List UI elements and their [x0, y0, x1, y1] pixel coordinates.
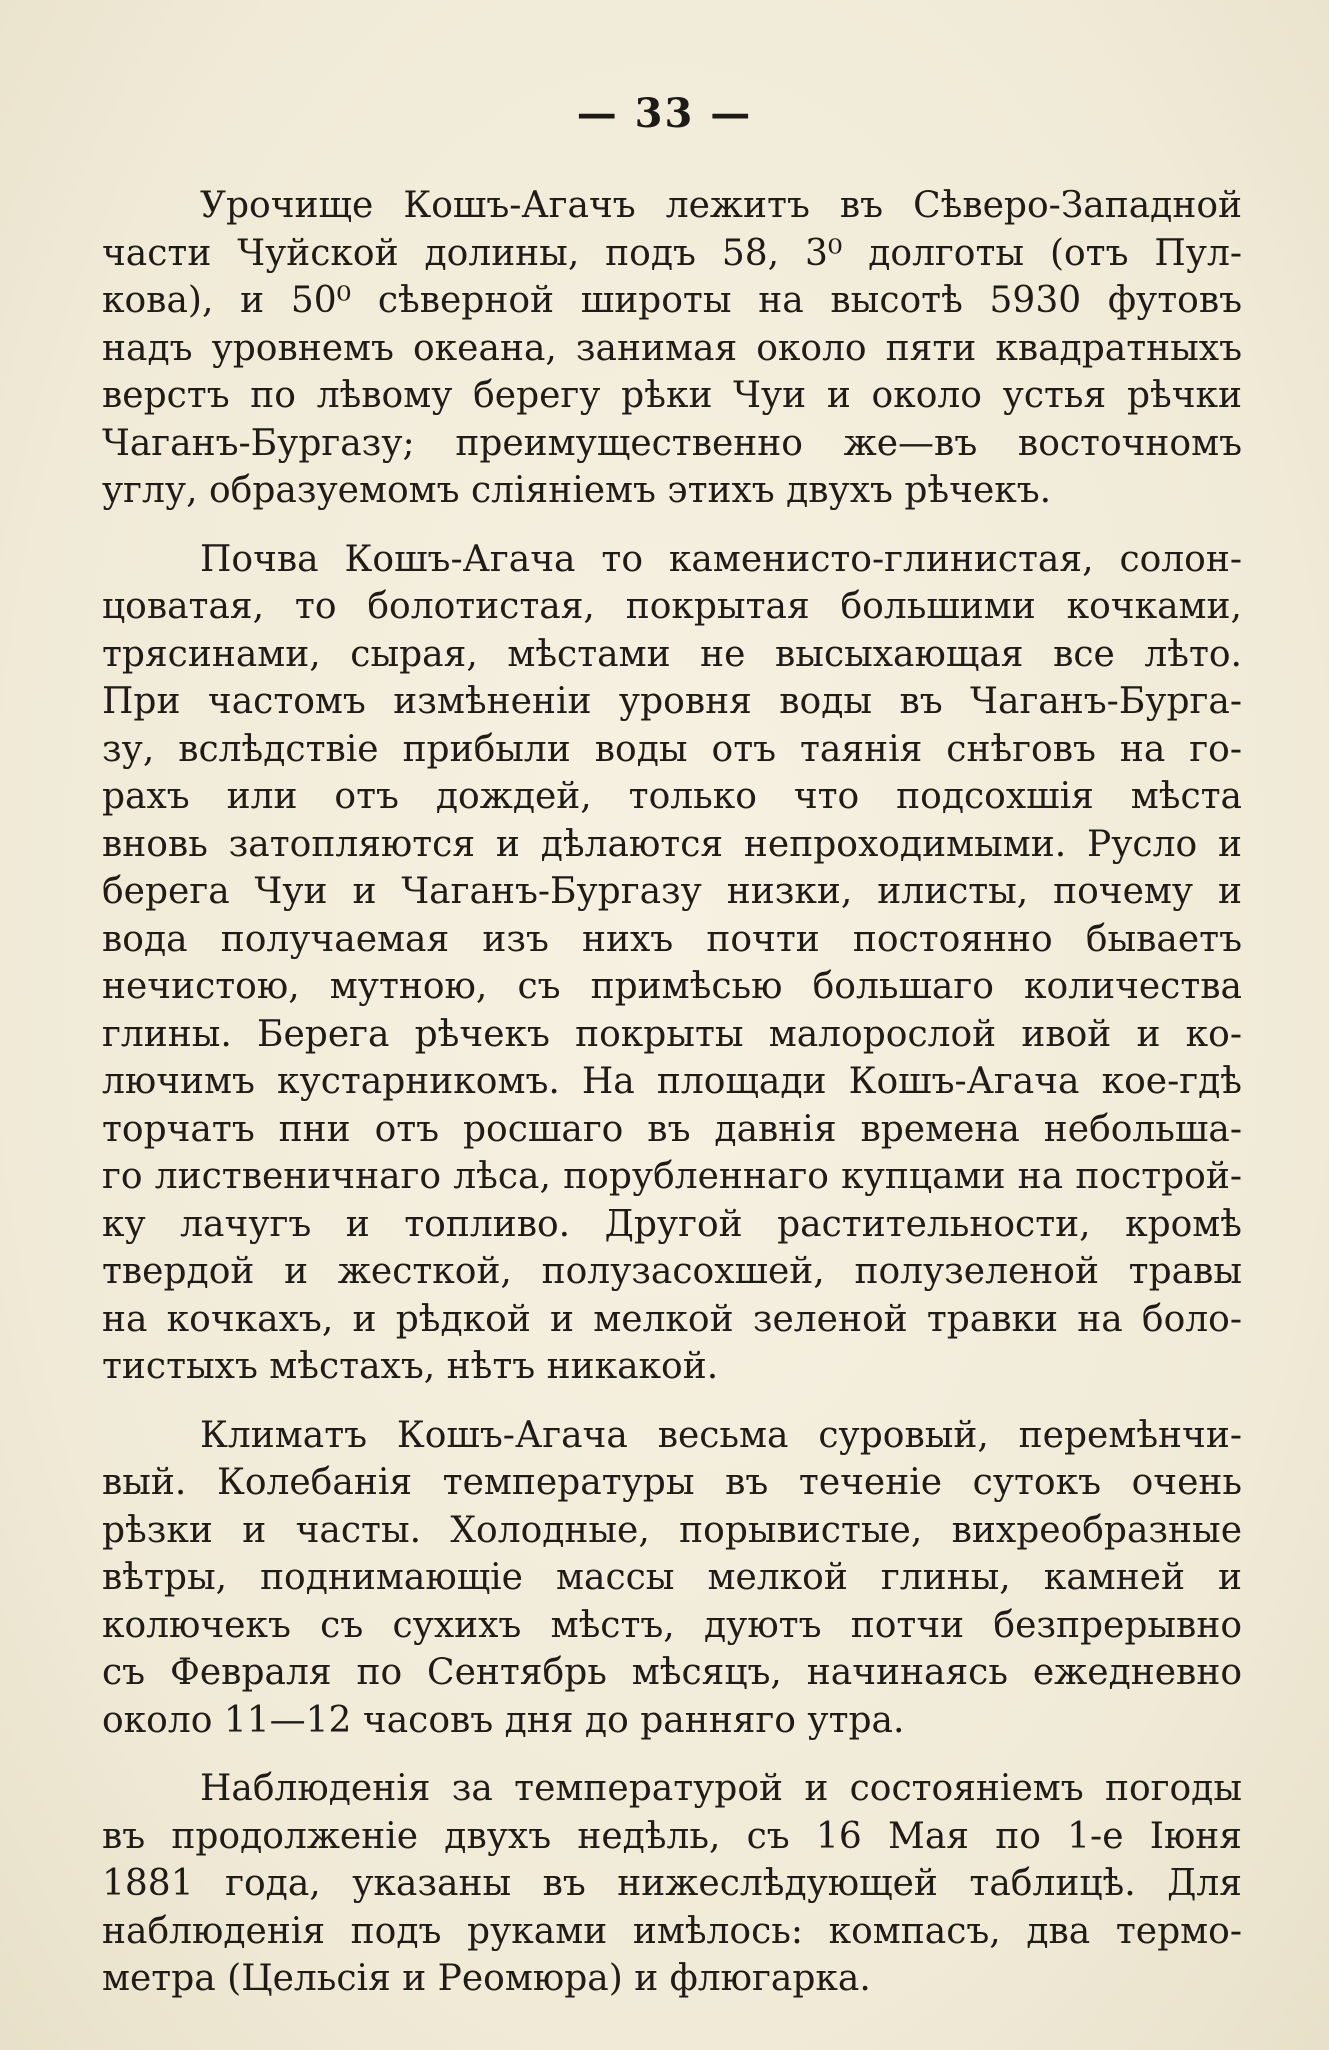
text-line: вода получаемая изъ нихъ почти постоянно бываетъ	[102, 918, 1242, 960]
text-line: твердой и жесткой, полузасохшей, полузеленой травы	[102, 1251, 1242, 1292]
text-line: нечистою, мутною, съ примѣсью большаго количества	[102, 966, 1242, 1007]
text-line: берега Чуи и Чаганъ-Бургазу низки, илисты, почему и	[102, 871, 1242, 912]
text-line: Чаганъ-Бургазу; преимущественно же—въ восточномъ	[102, 422, 1242, 464]
text-line: вновь затопляются и дѣлаются непроходимыми. Русло и	[102, 823, 1242, 865]
text-line: вый. Колебанія температуры въ теченіе сутокъ очень	[102, 1462, 1242, 1503]
text-line: глины. Берега рѣчекъ покрыты малорослой ивой и ко-	[102, 1013, 1242, 1055]
text-line: надъ уровнемъ океана, занимая около пяти квадратныхъ	[102, 327, 1242, 369]
paragraph-soil	[102, 536, 1242, 1391]
text-line: углу, образуемомъ сліяніемъ этихъ двухъ рѣчекъ.	[102, 470, 1052, 511]
page-number: — 33 —	[576, 90, 753, 137]
text-line: наблюденія подъ руками имѣлось: компасъ, два термо-	[102, 1910, 1242, 1952]
text-line: Климатъ Кошъ-Агача весьма суровый, перемѣнчи-	[200, 1414, 1242, 1456]
text-line: рахъ или отъ дождей, только что подсохшія мѣста	[102, 776, 1242, 817]
text-line: въ продолженіе двухъ недѣль, съ 16 Мая по 1-е Іюня	[102, 1815, 1242, 1857]
text-line: вѣтры, поднимающіе массы мелкой глины, камней и	[102, 1557, 1242, 1598]
text-line: метра (Цельсія и Реомюра) и флюгарка.	[102, 1958, 871, 1999]
text-line: съ Февраля по Сентябрь мѣсяцъ, начинаясь ежедневно	[102, 1652, 1242, 1693]
text-line: кова), и 50⁰ сѣверной широты на высотѣ 5930 футовъ	[102, 280, 1242, 321]
text-line: цоватая, то болотистая, покрытая большими кочками,	[102, 586, 1242, 627]
text-line: 1881 года, указаны въ нижеслѣдующей таблицѣ. Для	[102, 1863, 1242, 1904]
text-line: зу, вслѣдствіе прибыли воды отъ таянія снѣговъ на го-	[102, 728, 1242, 770]
text-line: го лиственичнаго лѣса, порубленнаго купцами на построй-	[102, 1156, 1242, 1197]
text-line: ку лачугъ и топливо. Другой растительности, кромѣ	[102, 1203, 1242, 1245]
text-line: лючимъ кустарникомъ. На площади Кошъ-Агача кое-гдѣ	[102, 1061, 1242, 1102]
text-line: части Чуйской долины, подъ 58, 3⁰ долготы (отъ Пул-	[102, 232, 1242, 274]
text-line: Наблюденія за температурой и состояніемъ погоды	[200, 1768, 1242, 1809]
text-line: Почва Кошъ-Агача то каменисто-глинистая, солон-	[200, 538, 1242, 580]
paragraph-location	[102, 182, 1242, 515]
paragraph-observations	[102, 1765, 1242, 2003]
text-line: торчатъ пни отъ росшаго въ давнія времена небольша-	[102, 1108, 1242, 1150]
text-line: трясинами, сырая, мѣстами не высыхающая все лѣто.	[102, 633, 1242, 675]
body-text	[102, 182, 1242, 2024]
text-line: на кочкахъ, и рѣдкой и мелкой зеленой травки на боло-	[102, 1298, 1242, 1340]
text-line: около 11—12 часовъ дня до ранняго утра.	[102, 1699, 905, 1741]
text-line: колючекъ съ сухихъ мѣстъ, дуютъ потчи безпрерывно	[102, 1604, 1242, 1646]
paragraph-climate	[102, 1412, 1242, 1745]
text-line: рѣзки и часты. Холодные, порывистые, вихреобразные	[102, 1509, 1242, 1551]
text-line: Урочище Кошъ-Агачъ лежитъ въ Сѣверо-Западной	[200, 185, 1242, 226]
text-line: При частомъ измѣненіи уровня воды въ Чаганъ-Бурга-	[102, 681, 1242, 722]
text-line: верстъ по лѣвому берегу рѣки Чуи и около устья рѣчки	[102, 375, 1242, 416]
text-line: тистыхъ мѣстахъ, нѣтъ никакой.	[102, 1346, 719, 1387]
